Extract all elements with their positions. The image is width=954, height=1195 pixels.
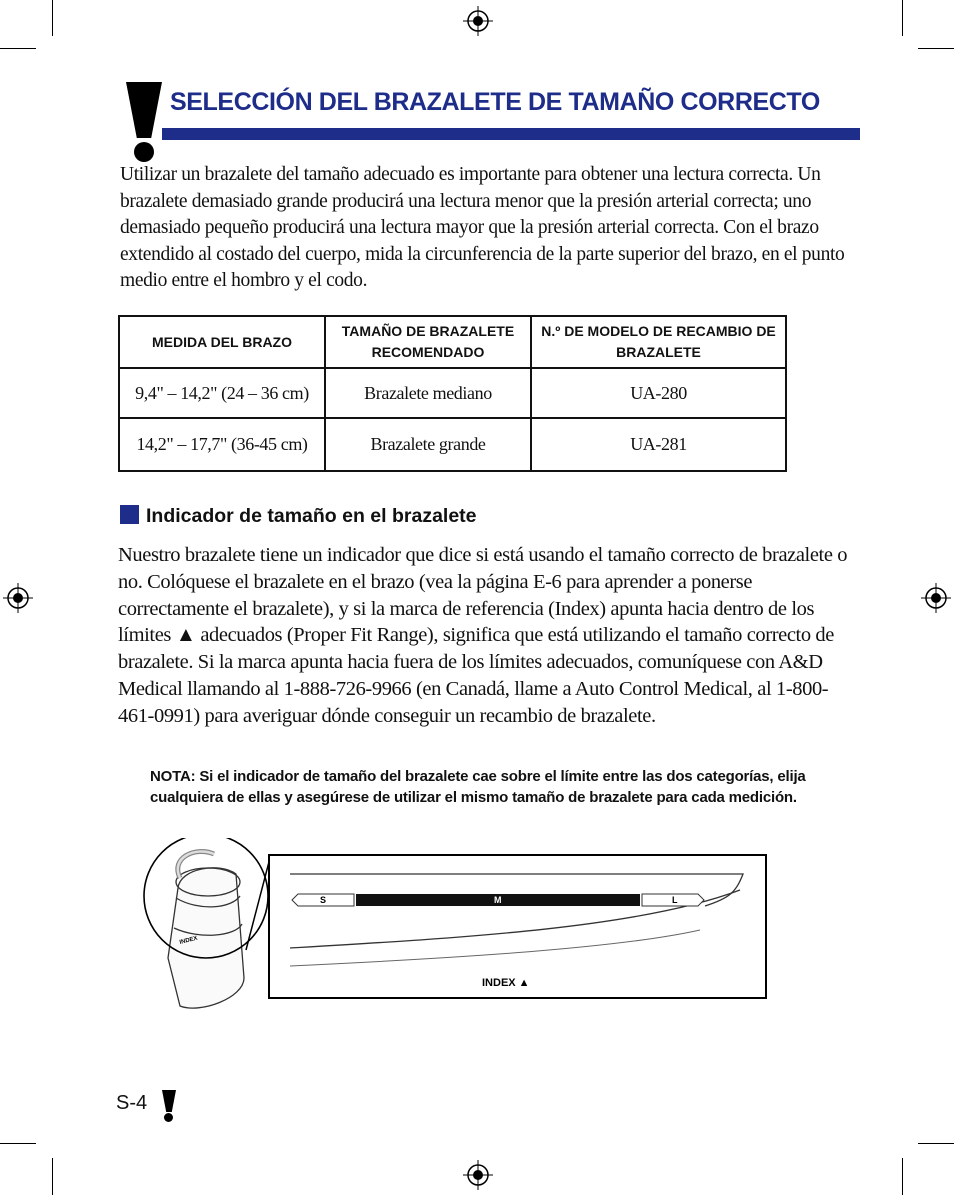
exclamation-icon: [126, 82, 162, 138]
column-header: MEDIDA DEL BRAZO: [119, 316, 325, 368]
table-row: [119, 418, 786, 471]
crop-mark: [52, 1158, 53, 1195]
cuff-size-table: [118, 315, 787, 472]
table-cell: UA-280: [531, 368, 786, 418]
table-header-row: [119, 316, 786, 368]
title-underline: [162, 128, 860, 140]
crop-mark: [902, 0, 903, 36]
cuff-indicator-diagram: [140, 838, 770, 1018]
crop-mark: [918, 48, 954, 49]
table-cell: 14,2" – 17,7" (36-45 cm): [119, 418, 325, 471]
size-m-label: M: [494, 895, 502, 905]
intro-paragraph: Utilizar un brazalete del tamaño adecuado es importante para obtener una lectura correcta. Un brazalete demasiado grande producirá una lectura menor que la presión arterial correcta; uno demasiado pequeño producirá una lectura mayor que la presión arterial correcta. Con el brazo extendido al costado del cuerpo, mida la circunferencia de la parte superior del brazo, en el punto medio entre el hombro y el codo.: [120, 164, 845, 292]
page-title: SELECCIÓN DEL BRAZALETE DE TAMAÑO CORRECTO: [170, 88, 820, 116]
section-header: [118, 82, 860, 144]
cuff-illustration: [168, 851, 244, 1008]
body-paragraph: [118, 542, 853, 730]
registration-mark-icon: [463, 6, 493, 36]
subsection-title: Indicador de tamaño en el brazalete: [146, 505, 477, 527]
table-cell: 9,4" – 14,2" (24 – 36 cm): [119, 368, 325, 418]
table-cell: Brazalete grande: [325, 418, 531, 471]
table-cell: UA-281: [531, 418, 786, 471]
square-bullet-icon: [120, 505, 139, 524]
size-s-label: S: [320, 895, 327, 905]
crop-mark: [52, 0, 53, 36]
registration-mark-icon: [3, 583, 33, 613]
registration-mark-icon: [463, 1160, 493, 1190]
crop-mark: [918, 1143, 954, 1144]
column-header: N.º DE MODELO DE RECAMBIO DE BRAZALETE: [531, 316, 786, 368]
body-text: Nuestro brazalete tiene un indicador que dice si está usando el tamaño correcto de brazalete o no. Colóquese el brazalete en el brazo (vea la página E-6 para aprender a ponerse correctamente el brazalete), y si la marca de referencia (Index) apunta hacia dentro de los límites ▲ adecuados (Proper Fit Range), significa que está utilizando el tamaño correcto de brazalete. Si la marca apunta hacia fuera de los límites adecuados, comuníquese con A&D Medical llamando al 1-888-726-9966 (en Canadá, llame a Auto Control Medical, al 1-800-461-0991) para averiguar dónde conseguir un recambio de brazalete.: [118, 544, 848, 727]
column-header: TAMAÑO DE BRAZALETE RECOMENDADO: [325, 316, 531, 368]
connector-line: [246, 858, 270, 950]
size-l-label: L: [672, 895, 678, 905]
note-paragraph: NOTA: Si el indicador de tamaño del brazalete cae sobre el límite entre las dos categorías, elija cualquiera de ellas y asegúrese de utilizar el mismo tamaño de brazalete para cada medición.: [150, 768, 806, 806]
subsection-heading: [120, 505, 477, 531]
registration-mark-icon: [921, 583, 951, 613]
crop-mark: [0, 48, 36, 49]
exclamation-dot-icon: [134, 142, 154, 162]
crop-mark: [902, 1158, 903, 1195]
footer-exclamation-icon: [160, 1090, 180, 1122]
table-cell: Brazalete mediano: [325, 368, 531, 418]
crop-mark: [0, 1143, 36, 1144]
index-label: INDEX ▲: [482, 977, 530, 989]
small-index-label: INDEX: [179, 935, 199, 946]
page-number: S-4: [116, 1092, 148, 1114]
table-row: [119, 368, 786, 418]
